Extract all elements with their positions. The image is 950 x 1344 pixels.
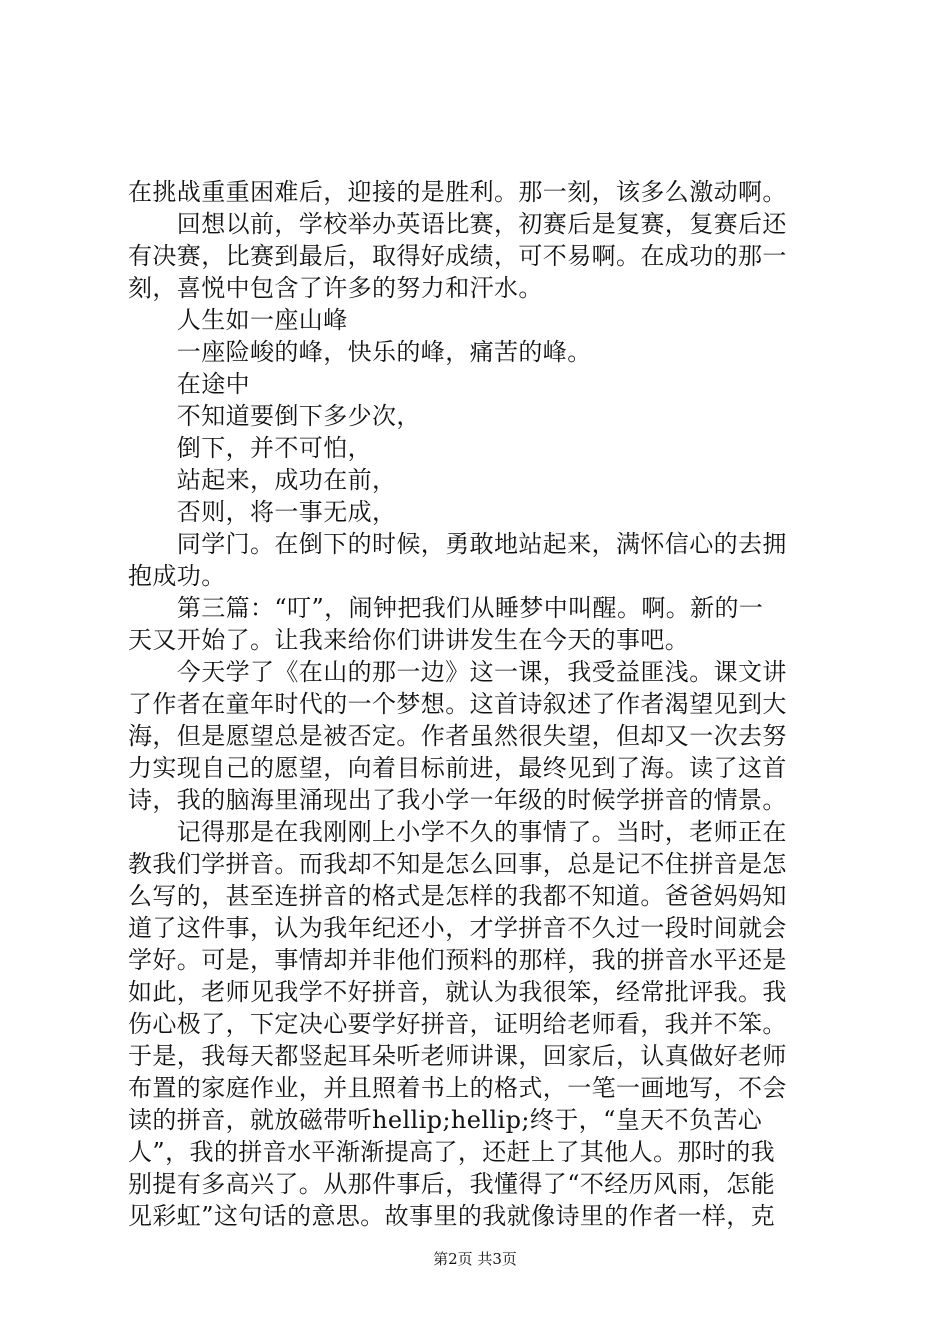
text-line: 么写的，甚至连拼音的格式是怎样的我都不知道。爸爸妈妈知 [128, 882, 787, 910]
text-line: 别提有多高兴了。从那件事后，我懂得了“不经历风雨，怎能 [128, 1170, 776, 1198]
text-line: 人”，我的拼音水平渐渐提高了，还赶上了其他人。那时的我 [128, 1138, 776, 1166]
text-line: 人生如一座山峰 [128, 306, 348, 334]
text-line: 天又开始了。让我来给你们讲讲发生在今天的事吧。 [128, 626, 690, 654]
text-line: 学好。可是，事情却并非他们预料的那样，我的拼音水平还是 [128, 946, 787, 974]
text-line: 在挑战重重困难后，迎接的是胜利。那一刻，该多么激动啊。 [128, 178, 787, 206]
text-line: 海，但是愿望总是被否定。作者虽然很失望，但却又一次去努 [128, 722, 787, 750]
text-line: 如此，老师见我学不好拼音，就认为我很笨，经常批评我。我 [128, 978, 787, 1006]
text-line: 读的拼音，就放磁带听hellip;hellip;终于，“皇天不负苦心 [128, 1106, 763, 1134]
text-line: 一座险峻的峰，快乐的峰，痛苦的峰。 [128, 338, 592, 366]
text-line: 回想以前，学校举办英语比赛，初赛后是复赛，复赛后还 [128, 210, 787, 238]
text-line: 抱成功。 [128, 562, 226, 590]
text-line: 在途中 [128, 370, 250, 398]
text-line: 否则，将一事无成， [128, 498, 397, 526]
text-line: 同学门。在倒下的时候，勇敢地站起来，满怀信心的去拥 [128, 530, 787, 558]
text-line: 倒下，并不可怕， [128, 434, 372, 462]
text-line: 见彩虹”这句话的意思。故事里的我就像诗里的作者一样，克 [128, 1202, 776, 1230]
page-number-footer: 第2页 共3页 [433, 1250, 517, 1268]
text-line: 布置的家庭作业，并且照着书上的格式，一笔一画地写，不会 [128, 1074, 787, 1102]
text-line: 站起来，成功在前， [128, 466, 397, 494]
text-line: 诗，我的脑海里涌现出了我小学一年级的时候学拼音的情景。 [128, 786, 787, 814]
text-line: 有决赛，比赛到最后，取得好成绩，可不易啊。在成功的那一 [128, 242, 787, 270]
text-line: 不知道要倒下多少次， [128, 402, 421, 430]
text-line: 教我们学拼音。而我却不知是怎么回事，总是记不住拼音是怎 [128, 850, 787, 878]
text-line: 道了这件事，认为我年纪还小，才学拼音不久过一段时间就会 [128, 914, 787, 942]
text-line: 于是，我每天都竖起耳朵听老师讲课，回家后，认真做好老师 [128, 1042, 787, 1070]
text-line: 今天学了《在山的那一边》这一课，我受益匪浅。课文讲 [128, 658, 787, 686]
text-line: 刻，喜悦中包含了许多的努力和汗水。 [128, 274, 543, 302]
text-line: 记得那是在我刚刚上小学不久的事情了。当时，老师正在 [128, 818, 787, 846]
text-line: 了作者在童年时代的一个梦想。这首诗叙述了作者渴望见到大 [128, 690, 787, 718]
text-line: 第三篇：“叮”，闹钟把我们从睡梦中叫醒。啊。新的一 [128, 594, 764, 622]
text-line: 力实现自己的愿望，向着目标前进，最终见到了海。读了这首 [128, 754, 787, 782]
text-line: 伤心极了，下定决心要学好拼音，证明给老师看，我并不笨。 [128, 1010, 787, 1038]
